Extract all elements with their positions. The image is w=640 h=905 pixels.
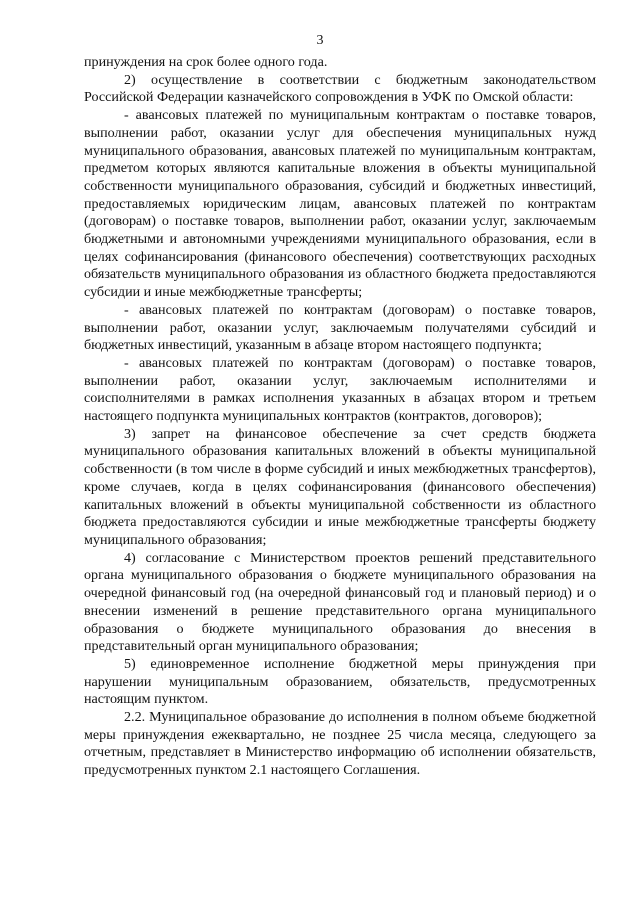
paragraph-item-2-bullet-1: - авансовых платежей по муниципальным контрактам о поставке товаров, выполнении работ, оказании услуг для обеспечения муниципальных нужд муниципального образования, авансовых платежей по муниципальным контрактам, предметом которых являются капитальные вложения в объекты муниципальной собственности муниципального образования, субсидий и бюджетных инвестиций, предоставляемых юридическим лицам, авансовых платежей по контрактам (договорам) о поставке товаров, выполнении работ, оказании услуг, заключаемым бюджетными и автономными учреждениями муниципального образования, если в целях софинансирования (финансового обеспечения) соответствующих расходных обязательств муниципального образования из областного бюджета предоставляются субсидии и иные межбюджетные трансферты; [84, 107, 596, 301]
paragraph-item-3: 3) запрет на финансовое обеспечение за счет средств бюджета муниципального образования капитальных вложений в объекты муниципальной собственности (в том числе в форме субсидий и иных межбюджетных трансфертов), кроме случаев, когда в целях софинансирования (финансового обеспечения) капитальных вложений в объекты муниципальной собственности из областного бюджета предоставляются субсидии и иные межбюджетные трансферты бюджету муниципального образования; [84, 425, 596, 548]
document-body [84, 54, 596, 780]
page-number: 3 [316, 33, 324, 48]
paragraph-continuation: принуждения на срок более одного года. [84, 54, 328, 70]
paragraph-item-5: 5) единовременное исполнение бюджетной меры принуждения при нарушении муниципальным образованием, обязательств, предусмотренных настоящим пунктом. [84, 655, 596, 708]
paragraph-item-4: 4) согласование с Министерством проектов решений представительного органа муниципального образования о бюджете муниципального образования на очередной финансовый год (на очередной финансовый год и плановый период) и о внесении изменений в решение представительного органа муниципального образования о бюджете муниципального образования до внесения в представительный орган муниципального образования; [84, 549, 596, 655]
paragraph-item-2-bullet-2: - авансовых платежей по контрактам (договорам) о поставке товаров, выполнении работ, оказании услуг, заключаемым получателями субсидий и бюджетных инвестиций, указанным в абзаце втором настоящего подпункта; [84, 301, 596, 354]
paragraph-section-2-2: 2.2. Муниципальное образование до исполнения в полном объеме бюджетной меры принуждения ежеквартально, не позднее 25 числа месяца, следующего за отчетным, представляет в Министерство информацию об исполнении обязательств, предусмотренных пунктом 2.1 настоящего Соглашения. [84, 709, 596, 779]
paragraph-item-2: 2) осуществление в соответствии с бюджетным законодательством Российской Федерации казначейского сопровождения в УФК по Омской области: [84, 71, 596, 106]
paragraph-item-2-bullet-3: - авансовых платежей по контрактам (договорам) о поставке товаров, выполнении работ, оказании услуг, заключаемым исполнителями и соисполнителями в рамках исполнения указанных в абзацах втором и третьем настоящего подпункта муниципальных контрактов (контрактов, договоров); [84, 354, 596, 425]
